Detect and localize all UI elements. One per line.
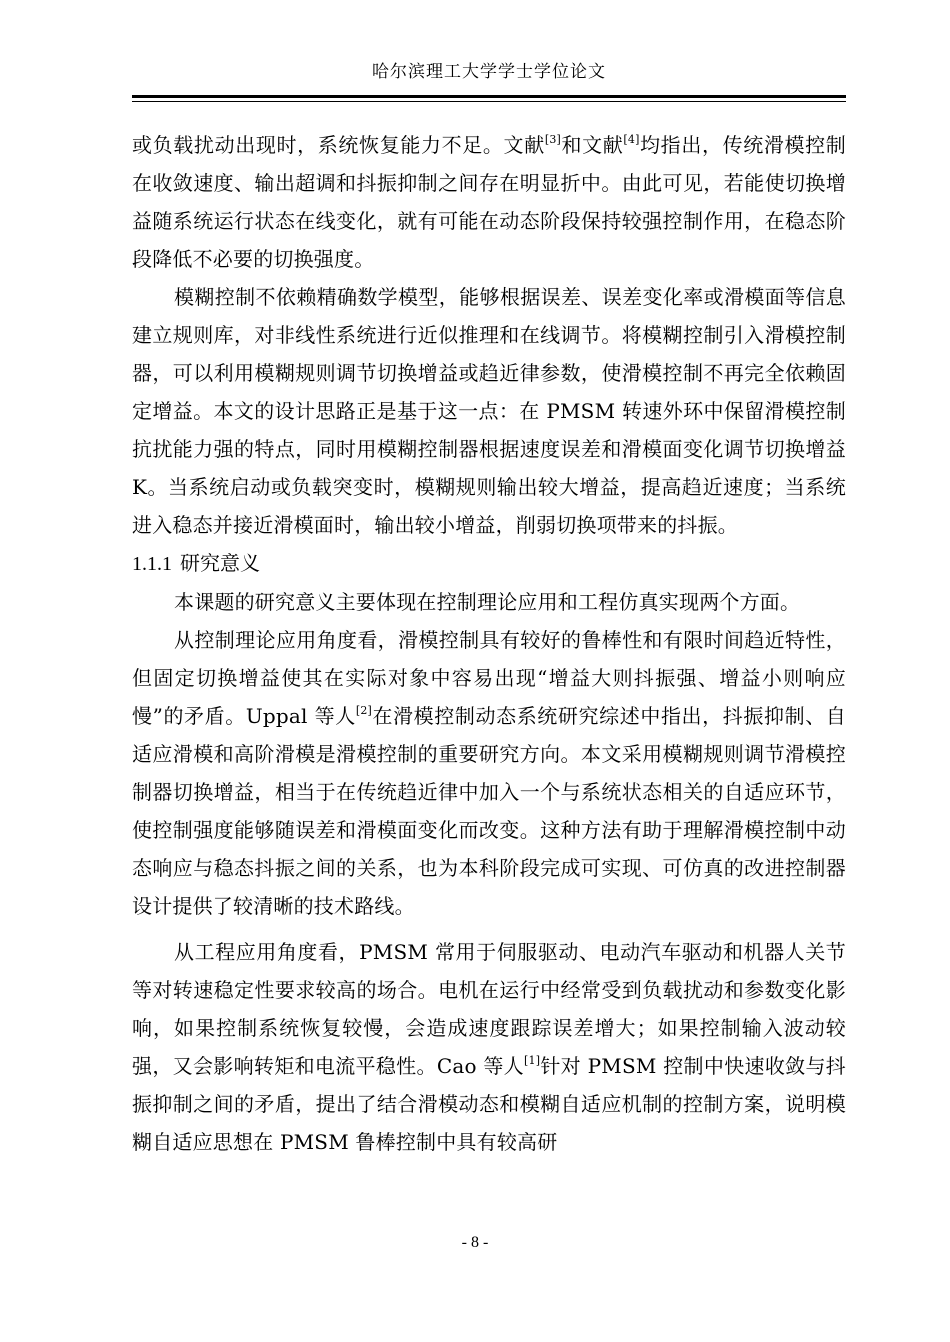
paragraph-5-text-b: 针对 PMSM 控制中快速收敛与抖振抑制之间的矛盾，提出了结合滑模动态和模糊自适应机制的控制方案，说明模糊自适应思想在 PMSM 鲁棒控制中具有较高研 — [132, 1054, 847, 1154]
header-rule-thick — [132, 95, 846, 98]
citation-4: [4] — [623, 133, 640, 146]
section-title: 研究意义 — [180, 551, 260, 575]
paragraph-4-text-a: 从控制理论应用角度看，滑模控制具有较好的鲁棒性和有限时间趋近特性，但固定切换增益使其在实际对象中容易出现“增益大则抖振强、增益小则响应慢”的矛盾。Uppal 等人 — [132, 628, 846, 728]
page-number: - 8 - — [461, 1234, 489, 1251]
citation-1: [1] — [524, 1054, 541, 1067]
section-heading — [132, 544, 846, 583]
paragraph-2: 模糊控制不依赖精确数学模型，能够根据误差、误差变化率或滑模面等信息建立规则库，对非线性系统进行近似推理和在线调节。将模糊控制引入滑模控制器，可以利用模糊规则调节切换增益或趋近律参数，使滑模控制不再完全依赖固定增益。本文的设计思路正是基于这一点：在 PMSM 转速外环中保留滑模控制抗扰能力强的特点，同时用模糊控制器根据速度误差和滑模面变化调节切换增益 K。当系统启动或负载突变时，模糊规则输出较大增益，提高趋近速度；当系统进入稳态并接近滑模面时，输出较小增益，削弱切换项带来的抖振。 — [132, 285, 846, 537]
paragraph-1 — [132, 126, 846, 278]
paragraph-1-text-c: 均指出，传统滑模控制在收敛速度、输出超调和抖振抑制之间存在明显折中。由此可见，若能使切换增益随系统运行状态在线变化，就有可能在动态阶段保持较强控制作用，在稳态阶段降低不必要的切换强度。 — [132, 133, 847, 271]
paragraph-1-text-a: 或负载扰动出现时，系统恢复能力不足。文献 — [132, 133, 545, 157]
paragraph-5 — [132, 933, 846, 1161]
citation-2: [2] — [355, 704, 373, 717]
header-rule-thin — [132, 101, 846, 102]
paragraph-5-text-a: 从工程应用角度看，PMSM 常用于伺服驱动、电动汽车驱动和机器人关节等对转速稳定性要求较高的场合。电机在运行中经常受到负载扰动和参数变化影响，如果控制系统恢复较慢，会造成速度跟踪误差增大；如果控制输入波动较强，又会影响转矩和电流平稳性。Cao 等人 — [132, 940, 846, 1078]
paragraph-1-text-b: 和文献 — [561, 133, 624, 157]
paragraph-3: 本课题的研究意义主要体现在控制理论应用和工程仿真实现两个方面。 — [174, 590, 801, 614]
body-text — [132, 126, 846, 1161]
section-number: 1.1.1 — [132, 553, 172, 575]
paragraph-4-text-b: 在滑模控制动态系统研究综述中指出，抖振抑制、自适应滑模和高阶滑模是滑模控制的重要研究方向。本文采用模糊规则调节滑模控制器切换增益，相当于在传统趋近律中加入一个与系统状态相关的自适应环节，使控制强度能够随误差和滑模面变化而改变。这种方法有助于理解滑模控制中动态响应与稳态抖振之间的关系，也为本科阶段完成可实现、可仿真的改进控制器设计提供了较清晰的技术路线。 — [132, 704, 846, 918]
paragraph-4 — [132, 621, 846, 925]
running-header: 哈尔滨理工大学学士学位论文 — [372, 62, 606, 82]
citation-3: [3] — [544, 133, 562, 146]
